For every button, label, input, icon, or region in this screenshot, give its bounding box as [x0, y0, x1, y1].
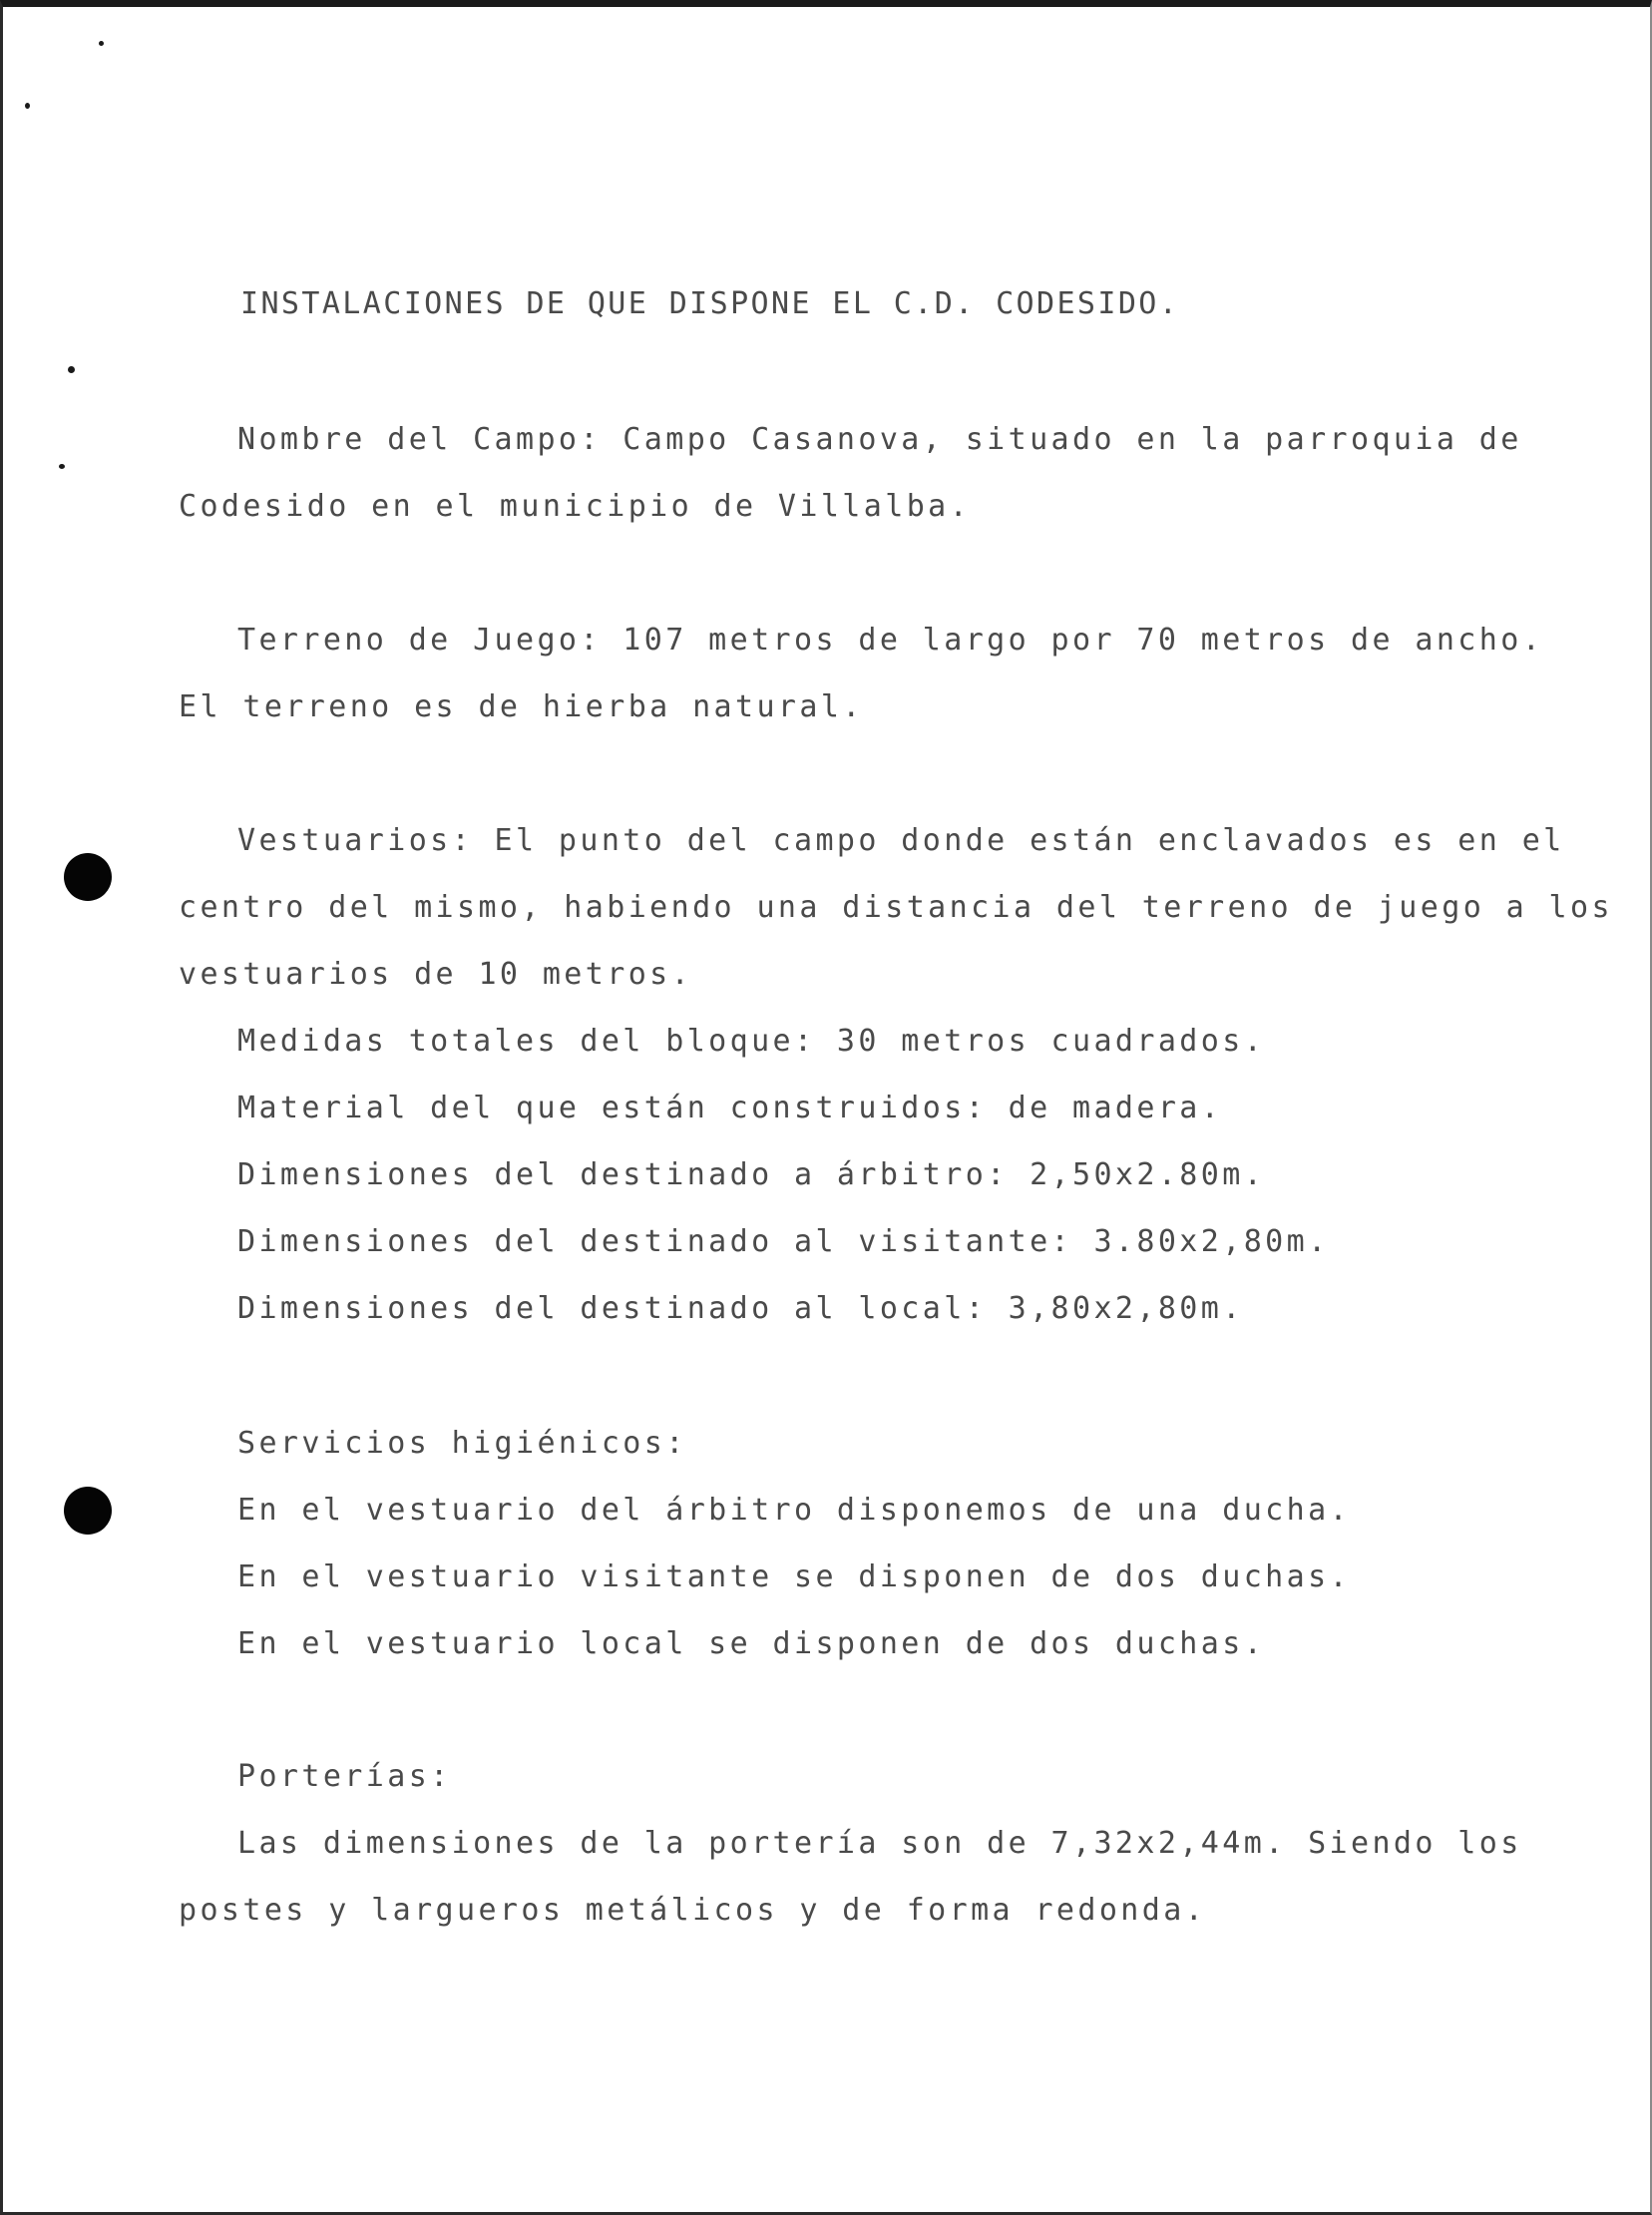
scan-speck [99, 41, 104, 46]
servicios-local: En el vestuario local se disponen de dos duchas. [237, 1626, 1266, 1661]
vestuarios-medidas: Medidas totales del bloque: 30 metros cuadrados. [237, 1024, 1266, 1059]
punch-hole-top [64, 853, 112, 901]
punch-hole-bottom [64, 1487, 112, 1535]
terreno-line-2: El terreno es de hierba natural. [179, 689, 864, 724]
vestuarios-line-1: Vestuarios: El punto del campo donde están enclavados es en el [237, 823, 1565, 858]
scan-speck [25, 103, 30, 109]
terreno-line-1: Terreno de Juego: 107 metros de largo por 70 metros de ancho. [237, 623, 1544, 658]
servicios-visitante: En el vestuario visitante se disponen de dos duchas. [237, 1559, 1351, 1594]
vestuarios-local: Dimensiones del destinado al local: 3,80x2,80m. [237, 1291, 1244, 1326]
vestuarios-line-3: vestuarios de 10 metros. [179, 957, 693, 992]
vestuarios-visitante: Dimensiones del destinado al visitante: 3.80x2,80m. [237, 1224, 1330, 1259]
campo-line-2: Codesido en el municipio de Villalba. [179, 489, 972, 524]
servicios-heading: Servicios higiénicos: [237, 1426, 687, 1461]
vestuarios-material: Material del que están construidos: de madera. [237, 1091, 1223, 1125]
vestuarios-arbitro: Dimensiones del destinado a árbitro: 2,50x2.80m. [237, 1157, 1266, 1192]
servicios-arbitro: En el vestuario del árbitro disponemos de una ducha. [237, 1493, 1351, 1528]
porterias-line-2: postes y largueros metálicos y de forma redonda. [179, 1893, 1207, 1928]
porterias-line-1: Las dimensiones de la portería son de 7,32x2,44m. Siendo los [237, 1826, 1522, 1861]
campo-line-1: Nombre del Campo: Campo Casanova, situado en la parroquia de [237, 422, 1522, 457]
scan-speck [59, 464, 65, 469]
vestuarios-line-2: centro del mismo, habiendo una distancia del terreno de juego a los [179, 890, 1613, 925]
scan-speck [68, 366, 75, 373]
document-title: INSTALACIONES DE QUE DISPONE EL C.D. CODESIDO. [240, 286, 1180, 321]
porterias-heading: Porterías: [237, 1759, 452, 1794]
